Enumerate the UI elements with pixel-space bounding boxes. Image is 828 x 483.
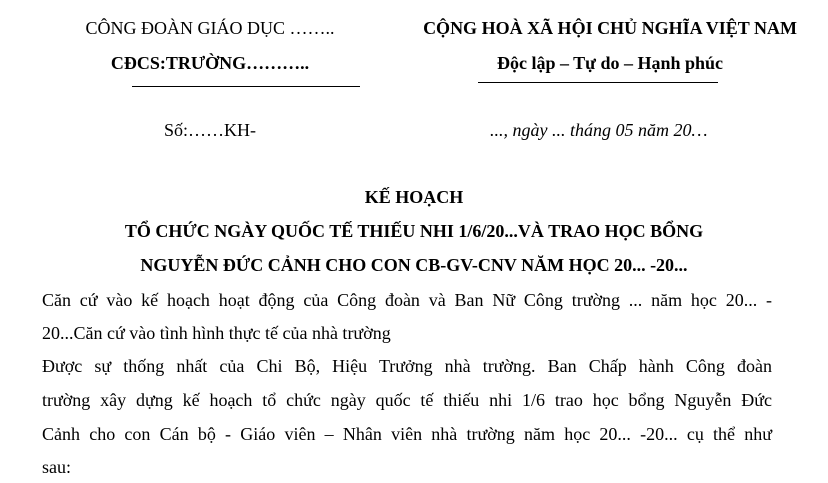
body-line-3: Được sự thống nhất của Chi Bộ, Hiệu Trưởng nhà trường. Ban Chấp hành Công đoàn [42,356,772,376]
document-number: Số:……KH- [164,120,257,140]
body-line-4: trường xây dựng kế hoạch tổ chức ngày quốc tế thiếu nhi 1/6 trao học bổng Nguyễn Đức [42,390,772,410]
left-header-underline [132,86,360,87]
country-name: CỘNG HOÀ XÃ HỘI CHỦ NGHĨA VIỆT NAM [423,18,797,38]
document-subtitle-line-1: TỔ CHỨC NGÀY QUỐC TẾ THIẾU NHI 1/6/20...VÀ TRAO HỌC BỔNG [124,221,704,241]
document-title: KẾ HOẠCH [364,187,464,207]
unit-name: CĐCS:TRƯỜNG……….. [110,53,310,73]
document-subtitle-line-2: NGUYỄN ĐỨC CẢNH CHO CON CB-GV-CNV NĂM HỌC 20... -20... [140,255,688,275]
org-name: CÔNG ĐOÀN GIÁO DỤC …….. [85,18,335,38]
document-date: ..., ngày ... tháng 05 năm 20… [490,120,708,140]
body-line-5: Cảnh cho con Cán bộ - Giáo viên – Nhân viên nhà trường năm học 20... -20... cụ thể như [42,424,772,444]
body-line-2: 20...Căn cứ vào tình hình thực tế của nhà trường [42,323,391,343]
national-motto: Độc lập – Tự do – Hạnh phúc [496,53,724,73]
body-line-6: sau: [42,457,71,477]
body-line-1: Căn cứ vào kế hoạch hoạt động của Công đoàn và Ban Nữ Công trường ... năm học 20... - [42,290,772,310]
right-header-underline [478,82,718,83]
